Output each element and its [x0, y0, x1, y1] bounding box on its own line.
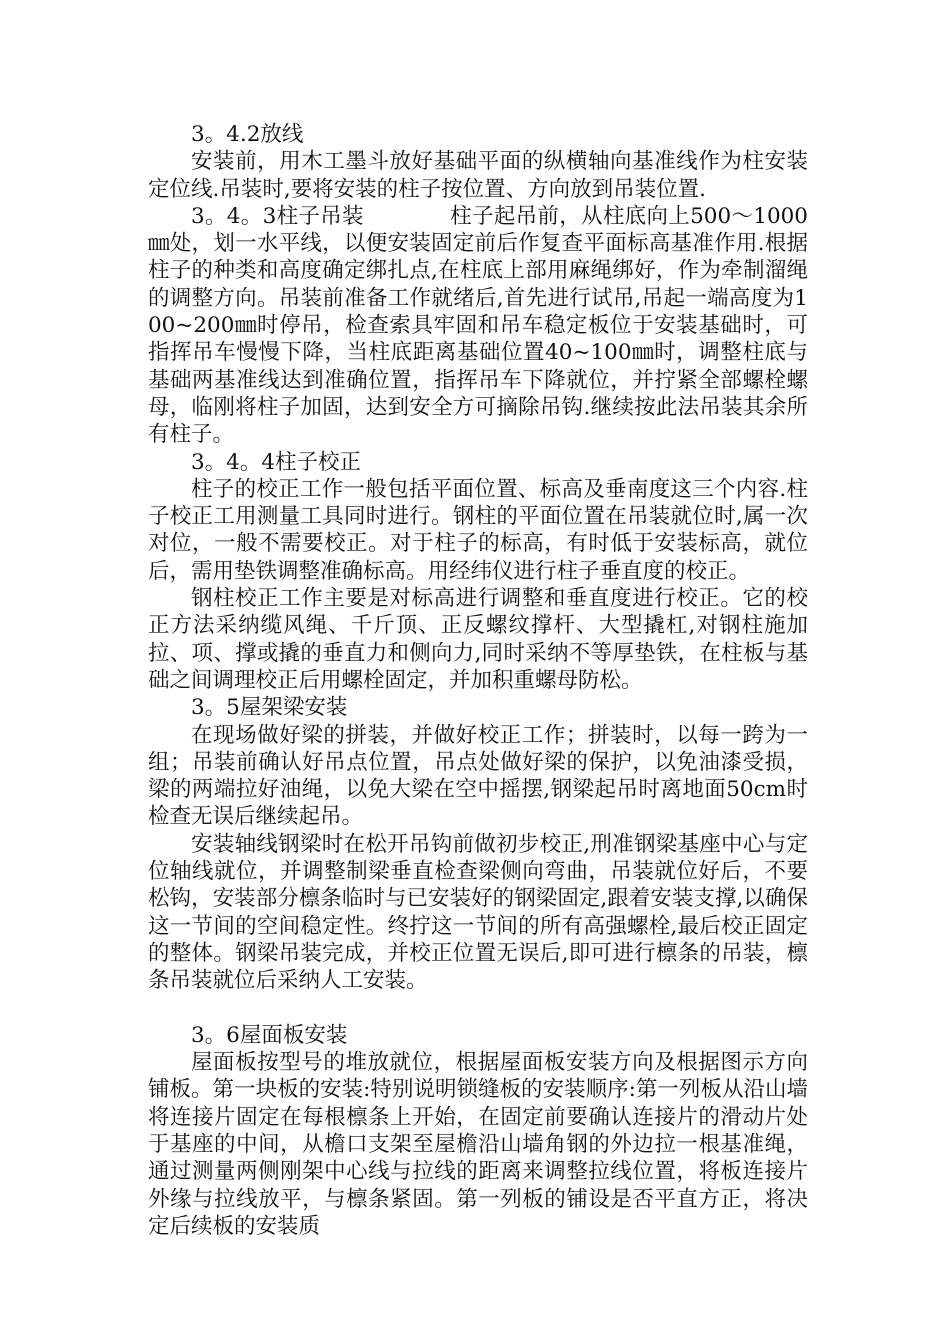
- section-heading-3-4-2: 3。4.2放线: [191, 122, 304, 147]
- paragraph-column-lift-text: 柱子起吊前，从柱底向上500～1000㎜处，划一水平线，以便安装固定前后作复查平面标高基准作用.根据柱子的种类和高度确定绑扎点,在柱底上部用麻绳绑好，作为牵制溜绳的调整方向。吊装前准备工作就绪后,首先进行试吊,吊起一端高度为100~200㎜时停吊，检查索具牢固和吊车稳定板位于安装基础时，可指挥吊车慢慢下降，当柱底距离基础位置40~100㎜时，调整柱底与基础两基准线达到准确位置，指挥吊车下降就位，并拧紧全部螺栓螺母，临刚将柱子加固，达到安全方可摘除吊钩.继续按此法吊装其余所有柱子。: [148, 203, 808, 448]
- paragraph-roof-panel: 屋面板按型号的堆放就位，根据屋面板安装方向及根据图示方向铺板。第一块板的安装:特别说明锁缝板的安装顺序:第一列板从沿山墙将连接片固定在每根檩条上开始，在固定前要确认连接片的滑动片处于基座的中间，从檐口支架至屋檐沿山墙角钢的外边拉一根基准绳，通过测量两侧刚架中心线与拉线的距离来调整拉线位置，将板连接片外缘与拉线放平，与檩条紧固。第一列板的铺设是否平直方正，将决定后续板的安装质: [148, 1050, 808, 1239]
- paragraph-beam-2: 安装轴线钢梁时在松开吊钩前做初步校正,刑准钢梁基座中心与定位轴线就位，并调整制梁垂直检查梁侧向弯曲，吊装就位好后，不要松钩，安装部分檩条临时与已安装好的钢梁固定,跟着安装支撑,以确保这一节间的空间稳定性。终拧这一节间的所有高强螺栓,最后校正固定的整体。钢梁吊装完成，并校正位置无误后,即可进行檩条的吊装，檩条吊装就位后采纳人工安装。: [148, 831, 808, 994]
- section-heading-3-6: 3。6屋面板安装: [191, 1022, 348, 1048]
- blank-line: [148, 995, 808, 1022]
- paragraph-install-before: 安装前，用木工墨斗放好基础平面的纵横轴向基准线作为柱安装定位线.吊装时,要将安装的柱子按位置、方向放到吊装位置.: [148, 149, 808, 202]
- paragraph-beam-1: 在现场做好梁的拼装，并做好校正工作；拼装时，以每一跨为一组；吊装前确认好吊点位置，吊点处做好梁的保护，以免油漆受损，梁的两端拉好油绳，以免大梁在空中摇摆,钢梁起吊时离地面50cm时检查无误后继续起吊。: [148, 722, 808, 830]
- paragraph-column-correct-2: 钢柱校正工作主要是对标高进行调整和垂直度进行校正。它的校正方法采纳缆风绳、千斤顶、正反螺纹撑杆、大型撬杠,对钢柱施加拉、项、撑或撬的垂直力和侧向力,同时采纳不等厚垫铁，在柱板与基础之间调理校正后用螺栓固定，并加积重螺母防松。: [148, 586, 808, 693]
- section-heading-3-4-3: 3。4。3柱子吊装: [191, 203, 364, 229]
- paragraph-column-correct-1: 柱子的校正工作一般包括平面位置、标高及垂南度这三个内容.柱子校正工用测量工具同时进行。钢柱的平面位置在吊装就位时,属一次对位，一般不需要校正。对于柱子的标高，有时低于安装标高，就位后，需用垫铁调整准确标高。用经纬仪进行柱子垂直度的校正。: [148, 476, 808, 584]
- paragraph-column-lift: [148, 203, 808, 449]
- document-body: [148, 121, 808, 1240]
- section-heading-3-4-4: 3。4。4柱子校正: [191, 449, 362, 475]
- section-heading-3-5: 3。5屋架梁安装: [191, 695, 348, 721]
